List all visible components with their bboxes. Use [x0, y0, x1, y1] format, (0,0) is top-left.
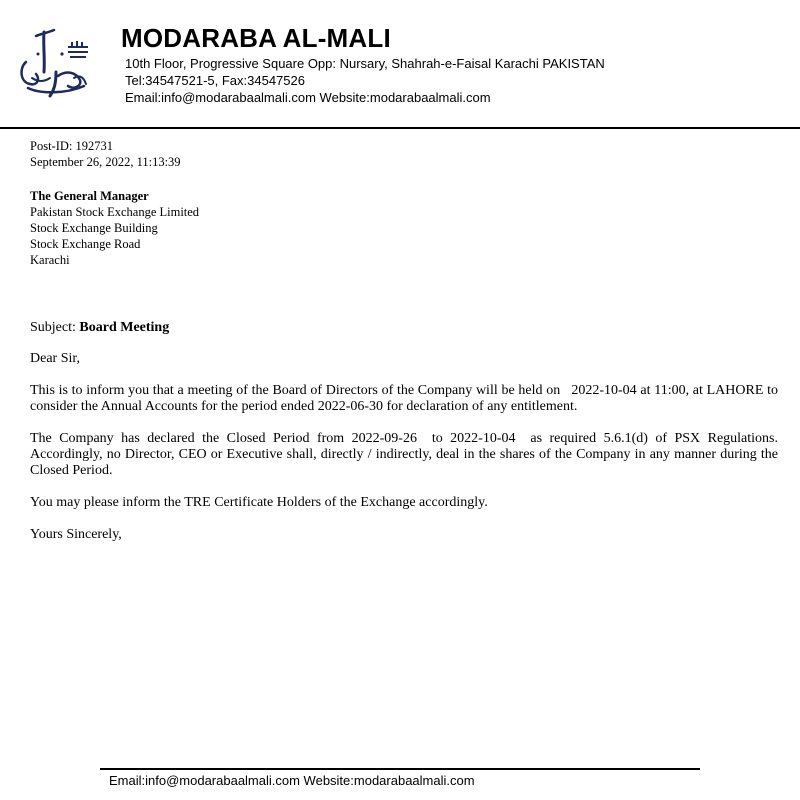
- salutation: Dear Sir,: [30, 351, 80, 366]
- body-paragraph-3: You may please inform the TRE Certificate Holders of the Exchange accordingly.: [30, 495, 488, 510]
- recipient-road: Stock Exchange Road: [30, 237, 141, 251]
- subject-text: Board Meeting: [79, 320, 170, 335]
- closing: Yours Sincerely,: [30, 527, 122, 542]
- recipient-org: Pakistan Stock Exchange Limited: [30, 205, 200, 219]
- company-tel-fax: Tel:34547521-5, Fax:34547526: [125, 73, 305, 88]
- calligraphy-logo-icon: [14, 24, 94, 102]
- company-address: 10th Floor, Progressive Square Opp: Nursary, Shahrah-e-Faisal Karachi PAKISTAN: [125, 56, 605, 71]
- post-datetime: September 26, 2022, 11:13:39: [30, 155, 181, 169]
- recipient-building: Stock Exchange Building: [30, 221, 158, 235]
- recipient-city: Karachi: [30, 253, 70, 267]
- subject-line: [30, 319, 169, 336]
- header-divider: [0, 127, 800, 129]
- body-paragraph-1: This is to inform you that a meeting of the Board of Directors of the Company will be held on 2022-10-04 at 11:00, at LAHORE to consider the Annual Accounts for the period ended 2022-06-30 for declaration of any entitlement.: [30, 383, 782, 414]
- recipient-address: [30, 188, 199, 268]
- company-name: MODARABA AL-MALI: [121, 23, 391, 53]
- footer-contact: Email:info@modarabaalmali.com Website:modarabaalmali.com: [109, 773, 475, 788]
- post-id: Post-ID: 192731: [30, 139, 113, 153]
- footer-divider: [100, 768, 700, 770]
- recipient-title: The General Manager: [30, 189, 149, 203]
- subject-label: Subject:: [30, 320, 76, 335]
- body-paragraph-2: The Company has declared the Closed Period from 2022-09-26 to 2022-10-04 as required 5.6.1(d) of PSX Regulations. Accordingly, no Director, CEO or Executive shall, directly / indirectly, deal in the shares of the Company in any manner during the Closed Period.: [30, 431, 782, 478]
- company-contact: Email:info@modarabaalmali.com Website:modarabaalmali.com: [125, 90, 491, 105]
